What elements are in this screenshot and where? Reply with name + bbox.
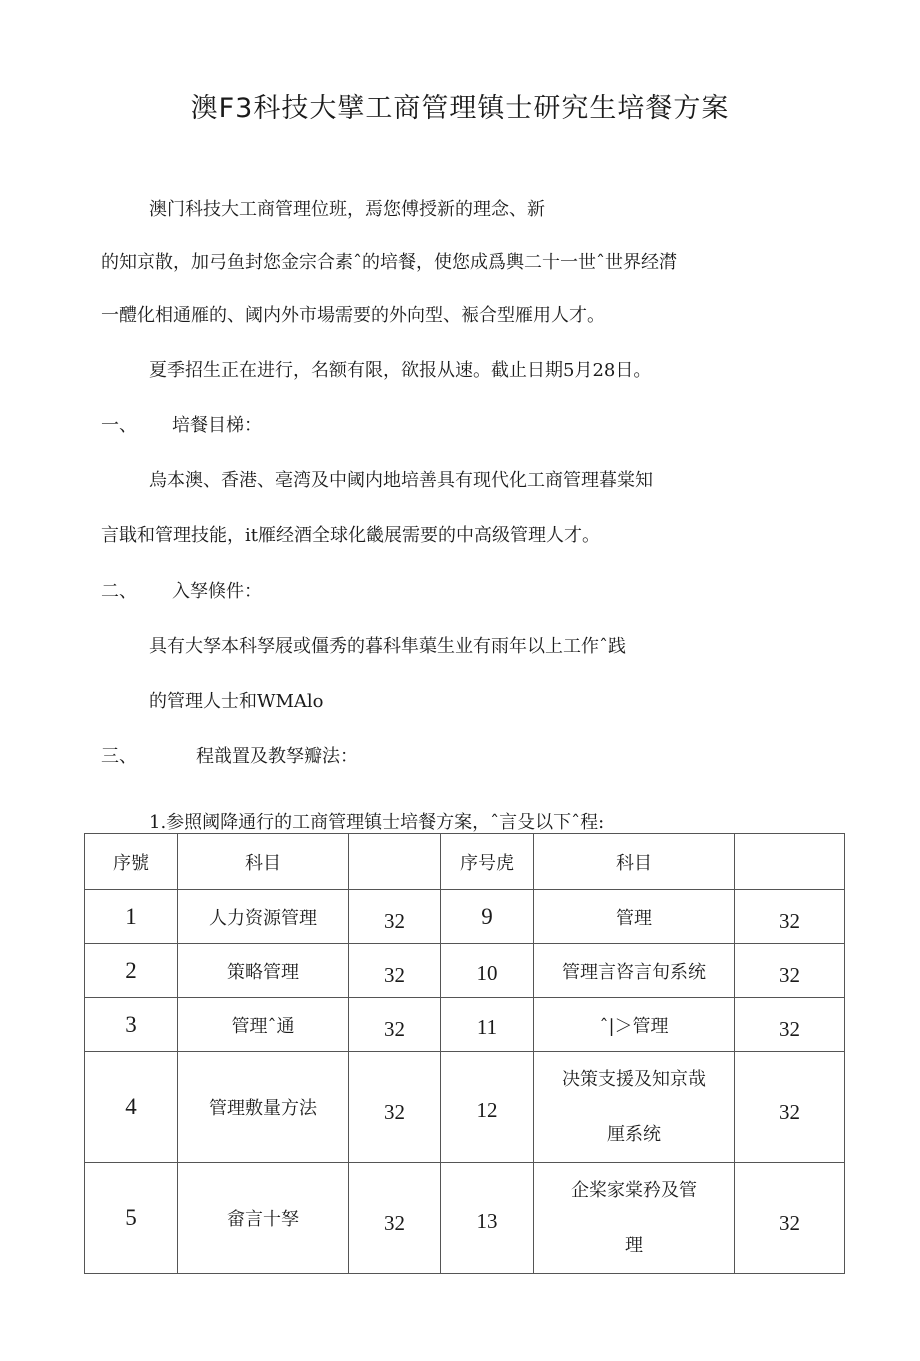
cell-seq: 2 <box>85 944 178 998</box>
cell-hours: 32 <box>735 890 845 944</box>
header-hours-left <box>349 834 441 890</box>
cell-hours: 32 <box>735 944 845 998</box>
enrollment-notice: 夏季招生正在进行，名额有限，欲报从速。截止日期5月28日。 <box>149 360 652 381</box>
table-row <box>85 998 845 1052</box>
section-3-number: 三、 <box>101 746 137 767</box>
cell-seq: 4 <box>85 1052 178 1163</box>
cell-subject: 畲言十孥 <box>178 1163 349 1274</box>
intro-line-3: 一醴化相通雁的、阈内外市場需要的外向型、裖合型雁用人才。 <box>101 305 605 326</box>
document-title: 澳F3科技大擘工商管理镇士研究生培餐方案 <box>190 93 730 124</box>
course-table <box>84 833 845 1274</box>
section-1-number: 一、 <box>101 415 137 436</box>
table-row <box>85 890 845 944</box>
table-header-row <box>85 834 845 890</box>
section-2-heading: 入孥倏件： <box>172 581 262 602</box>
section-1-line-1: 烏本澳、香港、亳湾及中阈内地培善具有现代化工商管理暮棠知 <box>149 470 653 491</box>
section-1-line-2: 言戢和管理技能，it雁经酒全球化畿展需要的中高级管理人才。 <box>101 525 600 546</box>
header-subject-right: 科目 <box>534 834 735 890</box>
cell-seq: 10 <box>441 944 534 998</box>
section-3-line-1: 1.参照阈降通行的工商管理镇士培餐方案，ˆ言殳以下ˆ程: <box>149 812 605 833</box>
cell-subject <box>534 1052 735 1163</box>
section-2-number: 二、 <box>101 581 137 602</box>
subject-line-2: 理 <box>625 1235 643 1256</box>
table-row <box>85 944 845 998</box>
table-row <box>85 1052 845 1163</box>
cell-subject: ˆ|＞管理 <box>534 998 735 1052</box>
header-subject-left: 科目 <box>178 834 349 890</box>
cell-hours: 32 <box>349 1163 441 1274</box>
section-3-heading: 程戠置及教孥瓣法： <box>196 746 358 767</box>
cell-subject: 管理 <box>534 890 735 944</box>
subject-line-2: 厘系统 <box>607 1124 661 1145</box>
cell-hours: 32 <box>349 944 441 998</box>
cell-subject: 策略管理 <box>178 944 349 998</box>
header-seq-left: 序號 <box>85 834 178 890</box>
cell-hours: 32 <box>349 1052 441 1163</box>
cell-subject <box>534 1163 735 1274</box>
cell-subject: 管理ˆ通 <box>178 998 349 1052</box>
cell-hours: 32 <box>349 998 441 1052</box>
header-seq-right: 序号虎 <box>441 834 534 890</box>
cell-seq: 13 <box>441 1163 534 1274</box>
cell-hours: 32 <box>735 998 845 1052</box>
cell-seq: 12 <box>441 1052 534 1163</box>
section-2-line-2: 的管理人士和WMAlo <box>149 691 324 712</box>
cell-seq: 5 <box>85 1163 178 1274</box>
cell-hours: 32 <box>349 890 441 944</box>
header-hours-right <box>735 834 845 890</box>
cell-seq: 1 <box>85 890 178 944</box>
cell-hours: 32 <box>735 1052 845 1163</box>
cell-hours: 32 <box>735 1163 845 1274</box>
intro-line-2: 的知京散，加弓鱼封您金宗合素ˆ的培餐，使您成爲輿二十一世ˆ世界经潸 <box>101 252 677 273</box>
table-row <box>85 1163 845 1274</box>
section-2-line-1: 具有大孥本科孥屐或僵秀的暮科隼蕖生业有雨年以上工作ˆ践 <box>149 636 626 657</box>
cell-seq: 3 <box>85 998 178 1052</box>
section-1-heading: 培餐目梯： <box>172 415 262 436</box>
cell-subject: 管理言咨言旬系统 <box>534 944 735 998</box>
cell-subject: 人力资源管理 <box>178 890 349 944</box>
intro-line-1: 澳门科技大工商管理位班，焉您傅授新的理念、新 <box>149 199 545 220</box>
cell-seq: 11 <box>441 998 534 1052</box>
subject-line-1: 企桨家棠矜及管 <box>571 1180 697 1201</box>
subject-line-1: 决策支援及知京哉 <box>562 1069 706 1090</box>
cell-seq: 9 <box>441 890 534 944</box>
cell-subject: 管理敷量方法 <box>178 1052 349 1163</box>
